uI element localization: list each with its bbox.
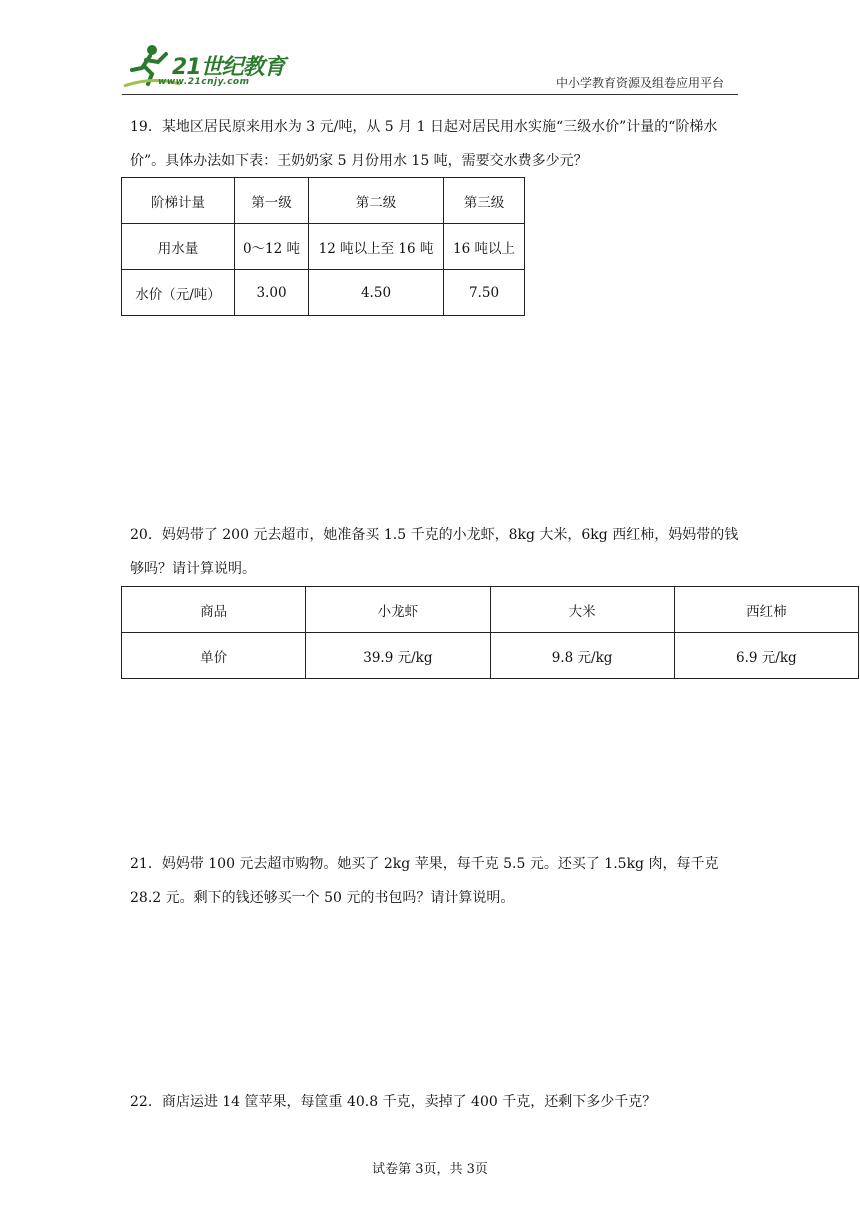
question-21: 21．妈妈带 100 元去超市购物。她买了 2kg 苹果，每千克 5.5 元。还买了 1.5kg 肉，每千克 28.2 元。剩下的钱还够买一个 50 元的书包吗？请计算说明。 [130,856,719,906]
header-divider [122,94,738,95]
table-cell: 西红柿 [674,587,858,633]
table-cell: 第一级 [235,178,309,224]
logo-text: 21世纪教育 [172,55,285,80]
table-row [122,587,859,633]
table-cell: 阶梯计量 [122,178,235,224]
table-cell: 16 吨以上 [444,224,525,270]
table-cell: 单价 [122,633,306,679]
platform-name: 中小学教育资源及组卷应用平台 [555,76,724,90]
logo [122,40,302,100]
table-cell: 小龙虾 [306,587,490,633]
table-cell: 大米 [490,587,674,633]
table-row [122,270,525,316]
water-price-table [121,177,525,316]
table-cell: 用水量 [122,224,235,270]
table-cell: 6.9 元/kg [674,633,858,679]
table-cell: 39.9 元/kg [306,633,490,679]
logo-url: www.21cnjy.com [158,77,250,87]
table-cell: 4.50 [309,270,444,316]
table-row [122,633,859,679]
table-cell: 0～12 吨 [235,224,309,270]
table-cell: 第三级 [444,178,525,224]
table-row [122,224,525,270]
table-cell: 水价（元/吨） [122,270,235,316]
table-cell: 9.8 元/kg [490,633,674,679]
table-cell: 12 吨以上至 16 吨 [309,224,444,270]
table-cell: 7.50 [444,270,525,316]
question-19: 19．某地区居民原来用水为 3 元/吨，从 5 月 1 日起对居民用水实施“三级水价”计量的“阶梯水价”。具体办法如下表：王奶奶家 5 月份用水 15 吨，需要交水费多少元？ [130,119,718,169]
page-footer: 试卷第 3页，共 3页 [372,1162,488,1177]
table-cell: 第二级 [309,178,444,224]
table-cell: 商品 [122,587,306,633]
table-cell: 3.00 [235,270,309,316]
question-22: 22．商店运进 14 筐苹果，每筐重 40.8 千克，卖掉了 400 千克，还剩下多少千克？ [130,1094,657,1110]
question-20: 20．妈妈带了 200 元去超市，她准备买 1.5 千克的小龙虾，8kg 大米，6kg 西红柿，妈妈带的钱够吗？请计算说明。 [130,527,739,577]
page-header [0,0,860,100]
table-row [122,178,525,224]
goods-price-table [121,586,859,679]
